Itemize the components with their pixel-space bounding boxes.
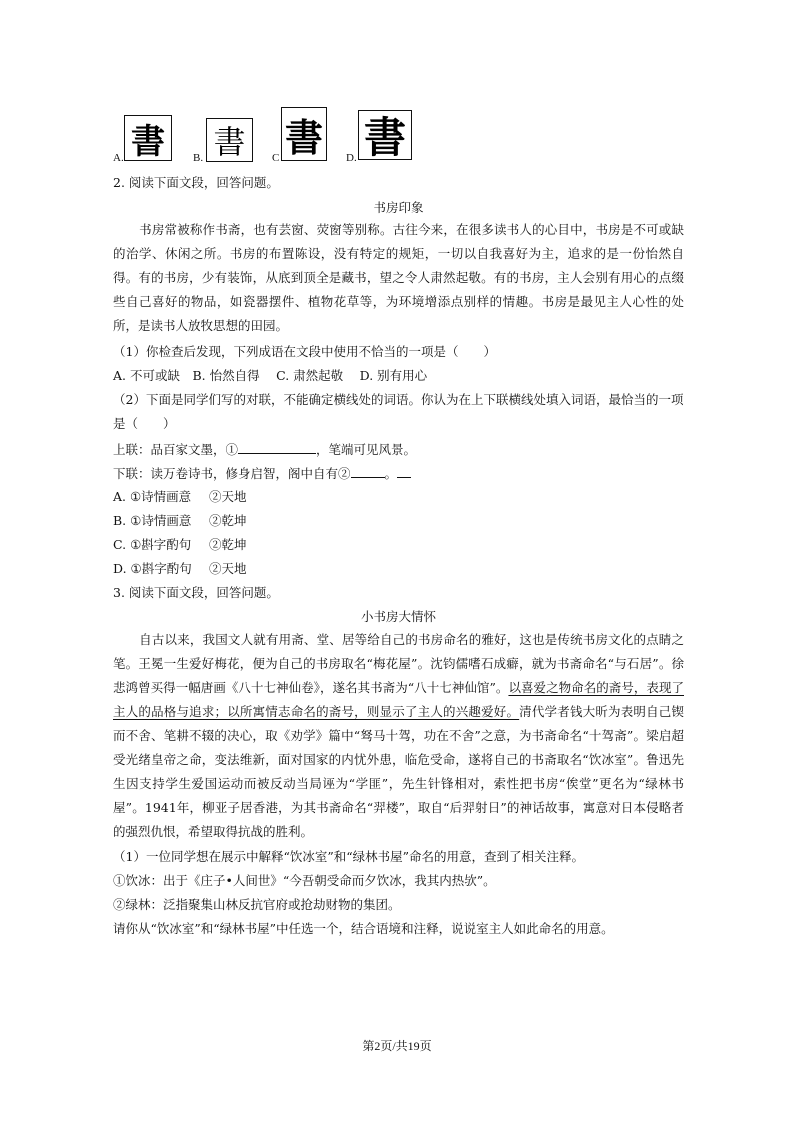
q3-note-2: ②绿林：泛指聚集山林反抗官府或抢劫财物的集团。 bbox=[113, 897, 401, 912]
option-a-glyph: 書 bbox=[124, 115, 172, 161]
couplet-lower bbox=[113, 465, 411, 482]
q3-title: 小书房大情怀 bbox=[360, 609, 436, 624]
couplet-lower-pre: 下联：读万卷诗书，修身启智，阁中自有② bbox=[113, 466, 351, 481]
q3-passage-part2: 清代学者钱大昕为表明自己锲而不舍、笔耕不辍的决心，取《劝学》篇中“驽马十驾，功在不舍”之意，为书斋命名“十驾斋”。梁启超受光绪皇帝之命，变法维新，面对国家的内忧外患，临危受命，遂将自己的书斋取名“饮冰室”。鲁迅先生因支持学生爱国运动而被反动当局诬为“学匪”，先生针锋相对，索性把书房“俟堂”更名为“绿林书屋”。1941年，柳亚子居香港，为其书斋命名“羿楼”，取自“后羿射日”的神话故事，寓意对日本侵略者的强烈仇恨，希望取得抗战的胜利。 bbox=[113, 704, 684, 839]
choice-d[interactable] bbox=[113, 561, 247, 577]
q3-sub1-question: （1）一位同学想在展示中解释“饮冰室”和“绿林书屋”命名的用意，查到了相关注释。 bbox=[113, 849, 585, 864]
choice-a[interactable] bbox=[113, 489, 247, 505]
q2-sub2-question-line1: （2）下面是同学们写的对联，不能确定横线处的词语。你认为在上下联横线处填入词语，最恰当的一项 bbox=[113, 392, 684, 407]
couplet-lower-blank[interactable] bbox=[351, 465, 385, 478]
option-d-label: D. bbox=[346, 152, 357, 164]
option-c-label: C bbox=[272, 152, 280, 164]
couplet-upper bbox=[113, 441, 416, 458]
option-d-glyph: 書 bbox=[358, 110, 412, 160]
q2-passage-text: 书房常被称作书斋，也有芸窗、荧窗等别称。古往今来，在很多读书人的心目中，书房是不可或缺的治学、休闲之所。书房的布置陈设，没有特定的规矩，一切以自我喜好为主，追求的是一份怡然自得。有的书房，少有装饰，从底到顶全是藏书，望之令人肃然起敬。有的书房，主人会别有用心的点缀些自己喜好的物品，如瓷器摆件、植物花草等，为环境增添点别样的情趣。书房是最见主人心性的处所，是读书人放牧思想的田园。 bbox=[113, 222, 684, 333]
choice-d-first: D. ①斟字酌句 bbox=[113, 561, 192, 576]
option-c-glyph: 書 bbox=[281, 107, 327, 161]
q2-stem: 2. 阅读下面文段，回答问题。 bbox=[113, 175, 279, 190]
q3-passage bbox=[113, 628, 684, 844]
choice-b[interactable] bbox=[113, 513, 247, 529]
q2-title: 书房印象 bbox=[373, 200, 424, 215]
couplet-upper-blank[interactable] bbox=[238, 441, 316, 454]
option-b-glyph: 書 bbox=[206, 118, 253, 162]
couplet-lower-post: 。 bbox=[384, 466, 398, 481]
couplet-upper-pre: 上联：品百家文墨，① bbox=[113, 442, 239, 457]
choice-a-first: A. ①诗情画意 bbox=[113, 489, 192, 504]
q3-note-1: ①饮冰：出于《庄子•人间世》“今吾朝受命而夕饮冰，我其内热欤”。 bbox=[113, 873, 496, 888]
page-footer: 第2页/共19页 bbox=[362, 1039, 432, 1053]
choice-a-second: ②天地 bbox=[209, 489, 247, 504]
option-a-label: A. bbox=[113, 152, 124, 164]
choice-b-second: ②乾坤 bbox=[209, 513, 247, 528]
q3-instruction: 请你从“饮冰室”和“绿林书屋”中任选一个，结合语境和注释，说说室主人如此命名的用意。 bbox=[113, 921, 614, 936]
choice-b-first: B. ①诗情画意 bbox=[113, 513, 192, 528]
choice-d-second: ②天地 bbox=[209, 561, 247, 576]
q2-sub2-question-line2: 是（ ） bbox=[113, 416, 176, 431]
couplet-upper-post: ，笔端可见风景。 bbox=[316, 442, 417, 457]
choice-c-first: C. ①斟字酌句 bbox=[113, 537, 192, 552]
q2-passage bbox=[113, 218, 684, 338]
couplet-lower-tail-line bbox=[397, 465, 411, 478]
q3-passage-part1: 自古以来，我国文人就有用斋、堂、居等给自己的书房命名的雅好，这也是传统书房文化的点睛之笔。王冕一生爱好梅花，便为自己的书房取名“梅花屋”。沈钧儒嗜石成癖，就为书斋命名“与石居”。徐悲鸿曾买得一幅唐画《八十七神仙卷》，遂名其书斋为“八十七神仙馆”。 bbox=[113, 632, 684, 695]
q3-stem: 3. 阅读下面文段，回答问题。 bbox=[113, 585, 279, 600]
choice-c[interactable] bbox=[113, 537, 247, 553]
q2-sub1-question: （1）你检查后发现，下列成语在文段中使用不恰当的一项是（ ） bbox=[113, 344, 496, 359]
q3-passage-underlined: 以喜爱之物命名的斋号，表现了主人的品格与追求；以所寓情志命名的斋号，则显示了主人的兴趣爱好。 bbox=[113, 680, 684, 719]
q2-sub1-options: A. 不可或缺 B. 怡然自得 C. 肃然起敬 D. 别有用心 bbox=[113, 368, 428, 383]
choice-c-second: ②乾坤 bbox=[209, 537, 247, 552]
option-b-label: B. bbox=[193, 152, 204, 164]
